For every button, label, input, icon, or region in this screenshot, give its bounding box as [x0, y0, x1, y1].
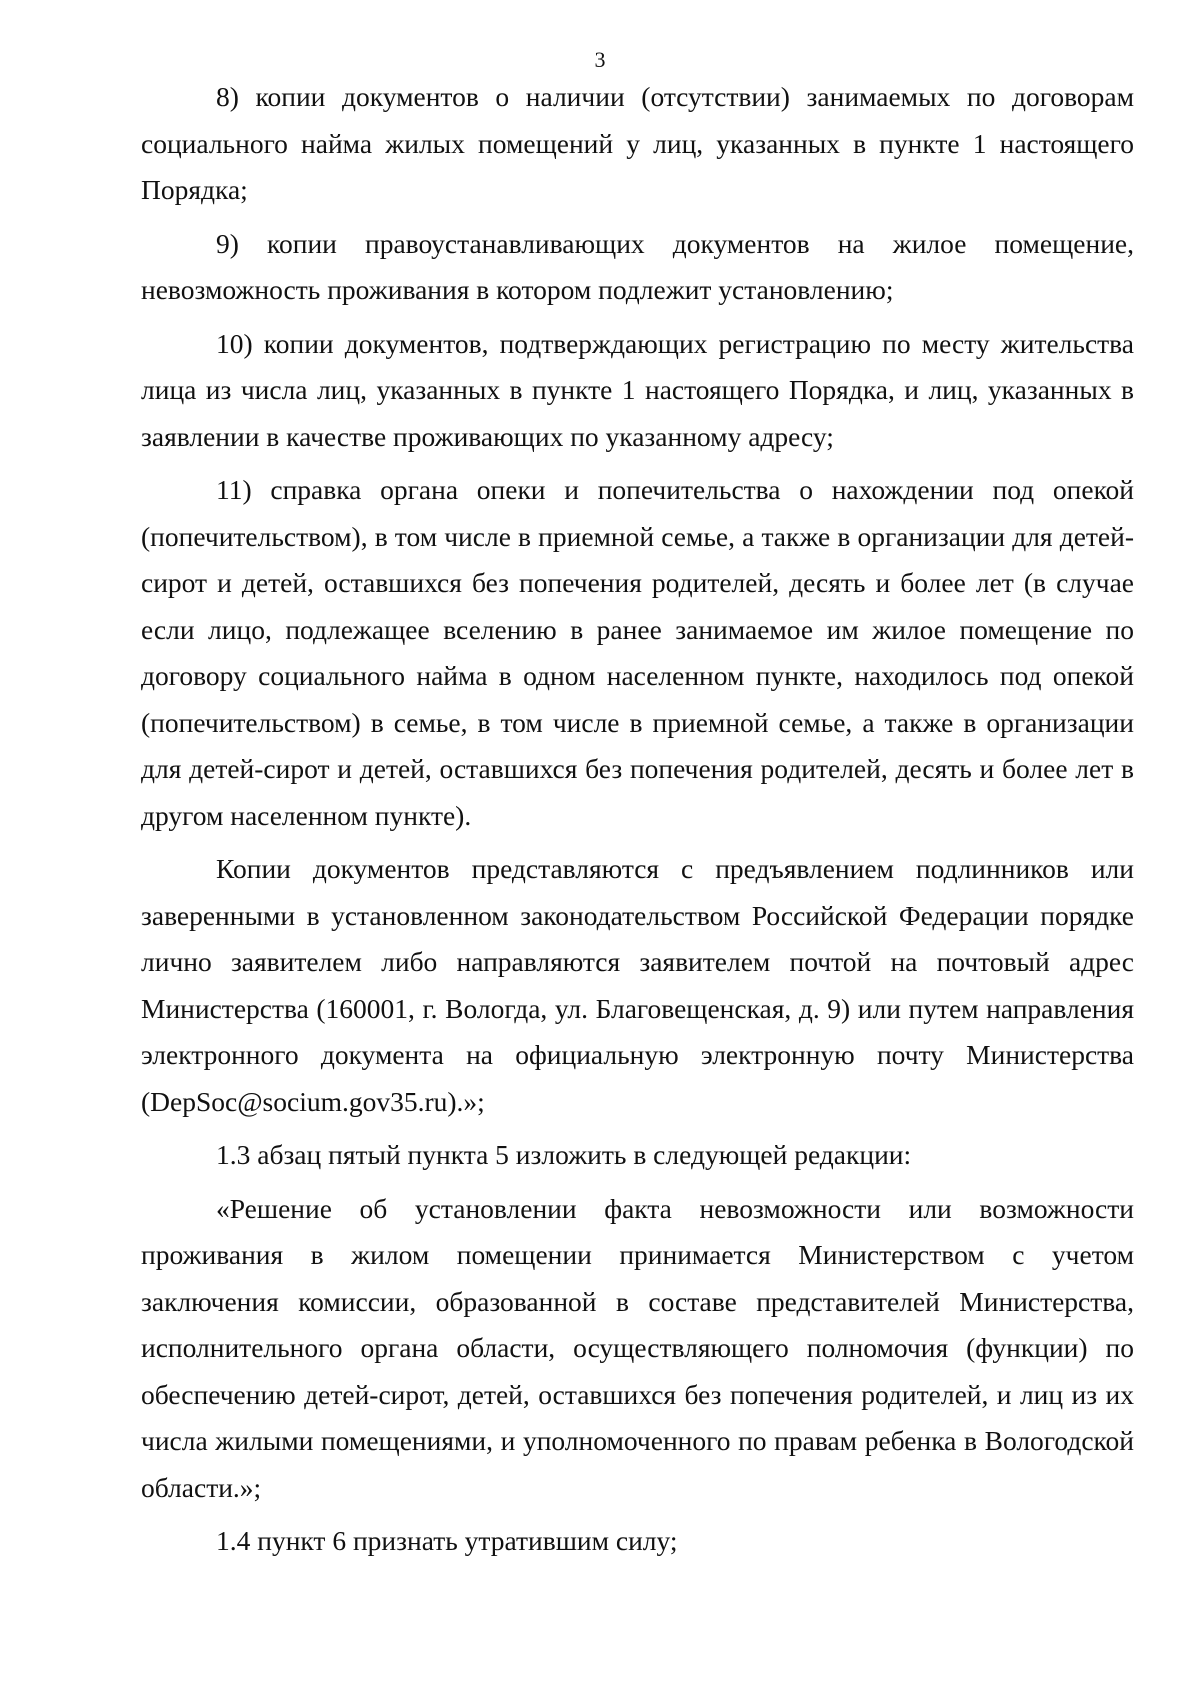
paragraph-item-11: 11) справка органа опеки и попечительства о нахождении под опекой (попечительством), в том числе в приемной семье, а также в организации для детей-сирот и детей, оставшихся без попечения родителей, десять и более лет (в случае если лицо, подлежащее вселению в ранее занимаемое им жилое помещение по договору социального найма в одном населенном пункте, находилось под опекой (попечительством) в семье, в том числе в приемной семье, а также в организации для детей-сирот и детей, оставшихся без попечения родителей, десять и более лет в другом населенном пункте). — [141, 474, 1134, 831]
paragraph-decision-quote: «Решение об установлении факта невозможности или возможности проживания в жилом помещении принимается Министерством с учетом заключения комиссии, образованной в составе представителей Министерства, исполнительного органа области, осуществляющего полномочия (функции) по обеспечению детей-сирот, детей, оставшихся без попечения родителей, и лиц из их числа жилыми помещениями, и уполномоченного по правам ребенка в Вологодской области.»; — [141, 1192, 1134, 1503]
paragraph-amendment-1-4: 1.4 пункт 6 признать утратившим силу; — [216, 1525, 678, 1556]
paragraph-amendment-1-3: 1.3 абзац пятый пункта 5 изложить в следующей редакции: — [216, 1139, 912, 1170]
paragraph-item-10: 10) копии документов, подтверждающих регистрацию по месту жительства лица из числа лиц, указанных в пункте 1 настоящего Порядка, и лиц, указанных в заявлении в качестве проживающих по указанному адресу; — [141, 327, 1134, 452]
paragraph-item-8: 8) копии документов о наличии (отсутствии) занимаемых по договорам социального найма жилых помещений у лиц, указанных в пункте 1 настоящего Порядка; — [141, 81, 1134, 205]
document-body — [141, 74, 1134, 1572]
paragraph-item-9: 9) копии правоустанавливающих документов на жилое помещение, невозможность проживания в котором подлежит установлению; — [141, 227, 1134, 305]
page-number: 3 — [594, 47, 606, 72]
paragraph-copies-of-documents: Копии документов представляются с предъявлением подлинников или заверенными в установленном законодательством Российской Федерации порядке лично заявителем либо направляются заявителем почтой на почтовый адрес Министерства (160001, г. Вологда, ул. Благовещенская, д. 9) или путем направления электронного документа на официальную электронную почту Министерства (DepSoc@socium.gov35.ru).»; — [141, 853, 1134, 1117]
